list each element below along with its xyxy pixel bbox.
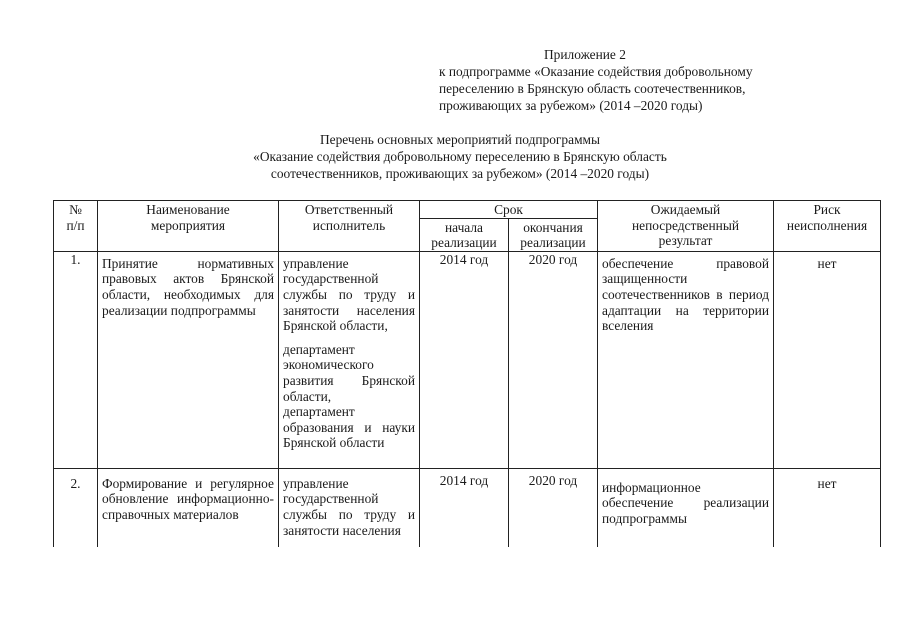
row-num: 1. (54, 251, 98, 468)
row-executor (279, 251, 420, 468)
row-executor-text: департамент образования и науки Брянской области (283, 404, 415, 451)
row-executor (279, 468, 420, 547)
row-result-text: обеспечение правовой защищенности соотечественников в период адаптации на территории вселения (602, 255, 770, 334)
row-result-text: информационное обеспечение реализации подпрограммы (602, 479, 770, 526)
document-title-line: Перечень основных мероприятий подпрограммы (319, 132, 601, 147)
header-num: № п/п (54, 201, 98, 252)
row-name (98, 468, 279, 547)
document-title (160, 131, 760, 182)
row-num: 2. (54, 468, 98, 547)
header-start: начала реализации (420, 218, 509, 251)
row-executor-text: департамент экономического развития Брянской области, (283, 341, 415, 404)
appendix-line: к подпрограмме «Оказание содействия добровольному (439, 64, 753, 79)
header-term: Срок (420, 201, 598, 219)
table-row (54, 251, 881, 468)
document-title-line: соотечественников, проживающих за рубежом» (2014 –2020 годы) (270, 166, 650, 181)
activities-table (53, 200, 881, 547)
row-start: 2014 год (420, 468, 509, 547)
row-result (598, 468, 774, 547)
row-executor-text: управление государственной службы по труду и занятости населения (283, 475, 415, 538)
row-name (98, 251, 279, 468)
row-end: 2020 год (509, 251, 598, 468)
row-risk: нет (774, 251, 881, 468)
row-start: 2014 год (420, 251, 509, 468)
header-end: окончания реализации (509, 218, 598, 251)
appendix-line: проживающих за рубежом» (2014 –2020 годы) (439, 98, 703, 113)
table-row (54, 468, 881, 547)
header-result: Ожидаемый непосредственный результат (598, 201, 774, 252)
header-name: Наименование мероприятия (98, 201, 279, 252)
appendix-line: переселению в Брянскую область соотечественников, (439, 81, 746, 96)
row-end: 2020 год (509, 468, 598, 547)
document-title-line: «Оказание содействия добровольному переселению в Брянскую область (253, 149, 667, 164)
row-name-text: Принятие нормативных правовых актов Брянской области, необходимых для реализации подпрограммы (102, 255, 274, 318)
row-result (598, 251, 774, 468)
appendix-header (439, 46, 839, 114)
row-name-text: Формирование и регулярное обновление информационно-справочных материалов (102, 475, 274, 522)
row-executor-text: управление государственной службы по труду и занятости населения Брянской области, (283, 255, 415, 334)
appendix-title: Приложение 2 (544, 47, 626, 62)
row-risk: нет (774, 468, 881, 547)
header-risk: Риск неисполнения (774, 201, 881, 252)
header-executor: Ответственный исполнитель (279, 201, 420, 252)
